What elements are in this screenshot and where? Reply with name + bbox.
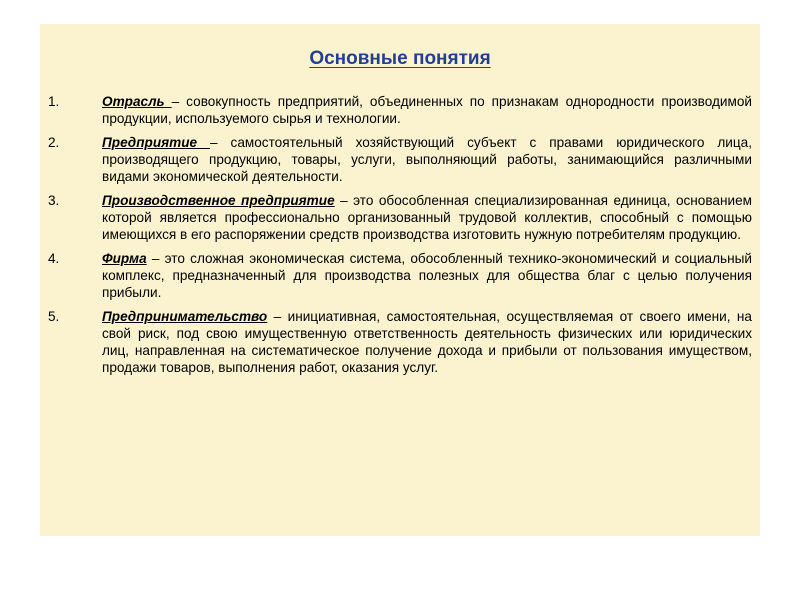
slide-title: Основные понятия: [309, 48, 491, 69]
definition-text: – это обособленная специализированная единица, основанием которой является профессионально организованный трудовой коллектив, способный с помощью имеющихся в его распоряжении средств производства изготовить нужную потребителям продукцию.: [102, 193, 752, 242]
definition-item: [48, 134, 752, 185]
definition-term: Отрасль: [102, 94, 172, 109]
definition-item: [48, 93, 752, 127]
definition-term: Предпринимательство: [102, 309, 268, 324]
item-number: 2.: [48, 135, 60, 150]
slide: [40, 24, 760, 536]
definition-item: [48, 308, 752, 376]
item-number: 1.: [48, 94, 60, 109]
definition-term: Предприятие: [102, 135, 211, 150]
item-number: 4.: [48, 251, 60, 266]
item-number: 5.: [48, 309, 60, 324]
definition-term: Производственное предприятие: [102, 193, 335, 208]
definition-item: [48, 250, 752, 301]
definition-term: Фирма: [102, 251, 147, 266]
definitions-list: [48, 93, 752, 383]
definition-item: [48, 192, 752, 243]
definition-text: – инициативная, самостоятельная, осуществляемая от своего имени, на свой риск, под свою имущественную ответственность деятельность физических или юридических лиц, направленная на систематическое получение дохода и прибыли от пользования имуществом, продажи товаров, выполнения работ, оказания услуг.: [102, 309, 752, 375]
definition-text: – совокупность предприятий, объединенных по признакам однородности производимой продукции, используемого сырья и технологии.: [102, 94, 753, 126]
definition-text: – это сложная экономическая система, обособленный технико-экономический и социальный комплекс, предназначенный для производства полезных для общества благ с целью получения прибыли.: [102, 251, 752, 300]
definition-text: – самостоятельный хозяйствующий субъект с правами юридического лица, производящего продукцию, товары, услуги, выполняющий работы, занимающийся различными видами экономической деятельности.: [102, 135, 752, 184]
item-number: 3.: [48, 193, 60, 208]
